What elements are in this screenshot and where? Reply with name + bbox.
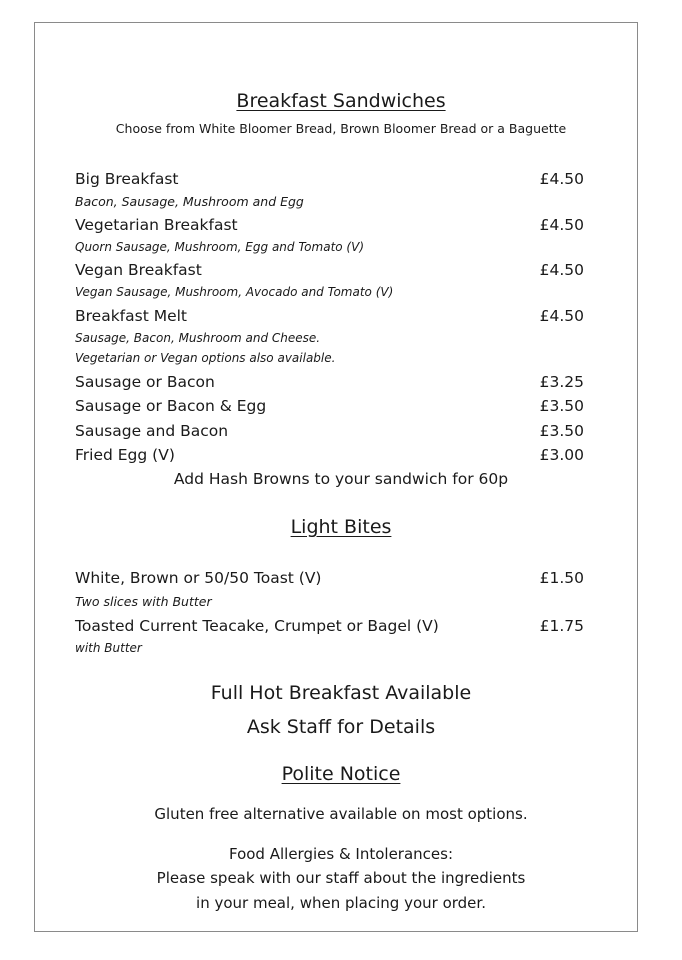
item-description: Sausage, Bacon, Mushroom and Cheese. [75,331,321,345]
light-bites-heading: Light Bites [290,516,392,538]
item-name: Fried Egg (V) [75,446,175,464]
item-price: £3.00 [539,446,584,464]
item-description: Vegan Sausage, Mushroom, Avocado and Tomato (V) [75,285,394,299]
item-name: Vegan Breakfast [75,261,202,279]
breakfast-heading: Breakfast Sandwiches [236,90,446,112]
item-price: £1.75 [539,617,584,635]
item-price: £4.50 [539,307,584,325]
item-name: White, Brown or 50/50 Toast (V) [75,569,322,587]
item-name: Big Breakfast [75,170,179,188]
item-name: Sausage and Bacon [75,422,229,440]
item-price: £1.50 [539,569,584,587]
allergy-line: Please speak with our staff about the ingredients [156,869,526,887]
hash-browns-note: Add Hash Browns to your sandwich for 60p [173,470,509,488]
item-price: £3.50 [539,422,584,440]
allergy-line: in your meal, when placing your order. [196,894,486,912]
ask-staff-line: Ask Staff for Details [246,716,436,738]
gluten-free-note: Gluten free alternative available on most options. [154,805,528,823]
item-name: Toasted Current Teacake, Crumpet or Bagel (V) [75,617,439,635]
item-name: Vegetarian Breakfast [75,216,238,234]
item-name: Sausage or Bacon & Egg [75,397,267,415]
bread-choice-note: Choose from White Bloomer Bread, Brown Bloomer Bread or a Baguette [115,121,567,136]
item-name: Breakfast Melt [75,307,188,325]
item-description: Two slices with Butter [75,594,212,609]
item-price: £4.50 [539,261,584,279]
item-price: £3.25 [539,373,584,391]
hot-breakfast-line: Full Hot Breakfast Available [210,682,472,704]
allergy-title: Food Allergies & Intolerances: [228,845,454,863]
item-name: Sausage or Bacon [75,373,215,391]
item-description: Quorn Sausage, Mushroom, Egg and Tomato (V) [75,240,364,254]
polite-notice-heading: Polite Notice [281,763,401,785]
item-price: £3.50 [539,397,584,415]
item-price: £4.50 [539,170,584,188]
item-description: Bacon, Sausage, Mushroom and Egg [75,194,304,209]
item-description: with Butter [75,641,142,655]
item-price: £4.50 [539,216,584,234]
item-description: Vegetarian or Vegan options also available. [75,351,336,365]
